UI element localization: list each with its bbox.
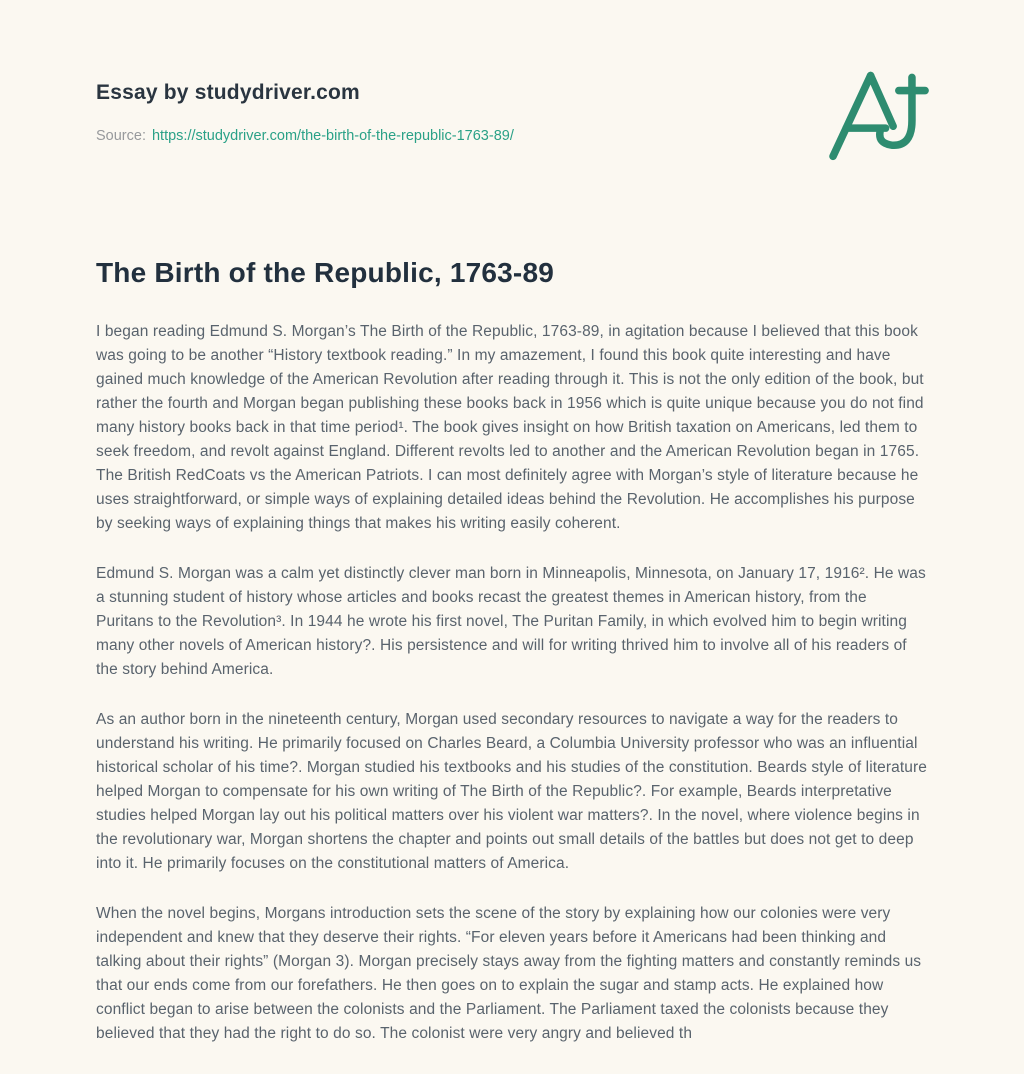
source-line bbox=[96, 126, 928, 146]
source-url-link[interactable]: https://studydriver.com/the-birth-of-the-republic-1763-89/ bbox=[151, 128, 514, 144]
essay-paragraph-3: As an author born in the nineteenth century, Morgan used secondary resources to navigate a way for the readers to understand his writing. He primarily focused on Charles Beard, a Columbia University professor who was an influential historical scholar of his time?. Morgan studied his textbooks and his studies of the constitution. Beards style of literature helped Morgan to compensate for his own writing of The Birth of the Republic?. For example, Beards interpretative studies helped Morgan lay out his political matters over his violent war matters?. In the novel, where violence begins in the revolutionary war, Morgan shortens the chapter and points out small details of the battles but does not get to deep into it. He primarily focuses on the constitutional matters of America. bbox=[96, 711, 927, 872]
essay-paragraph-2: Edmund S. Morgan was a calm yet distinctly clever man born in Minneapolis, Minnesota, on January 17, 1916². He was a stunning student of history whose articles and books recast the greatest themes in American history, from the Puritans to the Revolution³. In 1944 he wrote his first novel, The Puritan Family, in which evolved him to begin writing many other novels of American history?. His persistence and will for writing thrived him to involve all of his readers of the story behind America. bbox=[96, 565, 926, 678]
logo-a-right-stroke bbox=[871, 76, 894, 127]
essay-title: The Birth of the Republic, 1763-89 bbox=[96, 257, 554, 288]
logo-a-left-stroke bbox=[833, 76, 871, 157]
source-label: Source: bbox=[96, 128, 146, 144]
essay-paragraph-1: I began reading Edmund S. Morgan’s The Birth of the Republic, 1763-89, in agitation because I believed that this book was going to be another “History textbook reading.” In my amazement, I found this book quite interesting and have gained much knowledge of the American Revolution after reading through it. This is not the only edition of the book, but rather the fourth and Morgan began publishing these books back in 1956 which is quite unique because you do not find many history books back in that time period¹. The book gives insight on how British taxation on Americans, led them to seek freedom, and revolt against England. Different revolts led to another and the American Revolution began in 1765. The British RedCoats vs the American Patriots. I can most definitely agree with Morgan’s style of literature because he uses straightforward, or simple ways of explaining detailed ideas behind the Revolution. He accomplishes his purpose by seeking ways of explaining things that makes his writing easily coherent. bbox=[96, 323, 924, 532]
page-header bbox=[96, 78, 928, 146]
essay-paragraph-4: When the novel begins, Morgans introduction sets the scene of the story by explaining how our colonies were very independent and knew that they deserve their rights. “For eleven years before it Americans had been thinking and talking about their rights” (Morgan 3). Morgan precisely stays away from the fighting matters and constantly reminds us that our ends come from our forefathers. He then goes on to explain the sugar and stamp acts. He explained how conflict began to arise between the colonists and the Parliament. The Parliament taxed the colonists because they believed that they had the right to do so. The colonist were very angry and believed th bbox=[96, 905, 922, 1042]
studydriver-logo bbox=[822, 68, 938, 162]
essay-byline: Essay by studydriver.com bbox=[96, 81, 360, 104]
essay-content bbox=[96, 256, 928, 1046]
